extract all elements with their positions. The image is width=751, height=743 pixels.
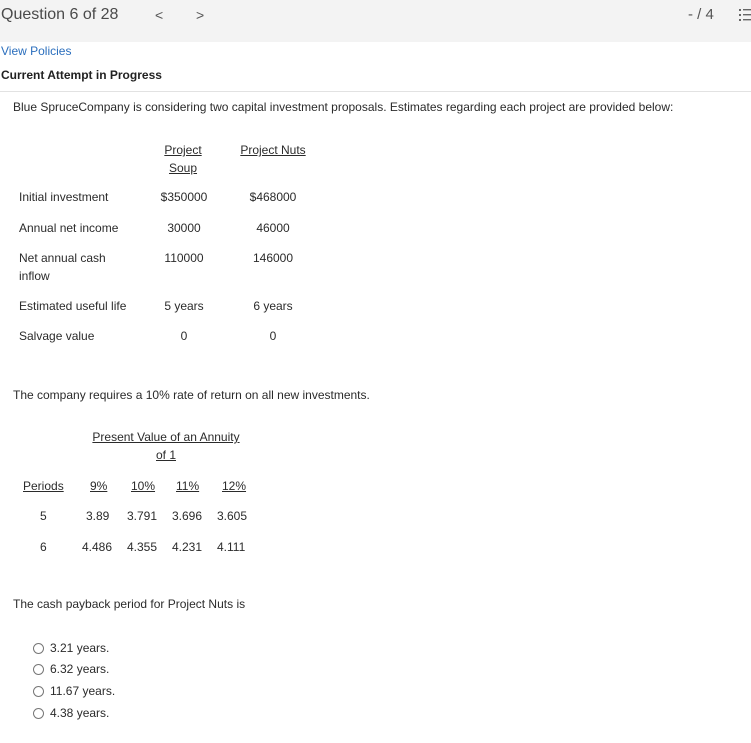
option-label: 6.32 years. bbox=[50, 662, 110, 676]
cell-soup: 30000 bbox=[167, 221, 201, 235]
header-project-soup bbox=[158, 141, 208, 177]
pv-table-title bbox=[86, 428, 246, 464]
row-label: Net annual cash inflow bbox=[19, 251, 106, 283]
answer-option[interactable] bbox=[33, 641, 109, 655]
radio-button[interactable] bbox=[33, 686, 44, 697]
row-label: Annual net income bbox=[19, 221, 119, 235]
cell-nuts: 46000 bbox=[256, 221, 290, 235]
score-display: - / 4 bbox=[688, 6, 714, 23]
cell-nuts: 146000 bbox=[252, 251, 294, 265]
question-counter: Question 6 of 28 bbox=[1, 6, 119, 23]
answer-option[interactable] bbox=[33, 684, 115, 698]
pv-cell: 4.355 bbox=[127, 540, 158, 554]
row-label: Salvage value bbox=[19, 329, 95, 343]
radio-button[interactable] bbox=[33, 708, 44, 719]
pv-cell: 3.89 bbox=[86, 509, 110, 523]
question-list-icon[interactable] bbox=[739, 8, 751, 22]
option-label: 11.67 years. bbox=[50, 684, 116, 698]
problem-intro: Blue SpruceCompany is considering two capital investment proposals. Estimates regarding each project are provided below: bbox=[13, 100, 674, 114]
pv-title-line2: of 1 bbox=[155, 448, 176, 462]
radio-button[interactable] bbox=[33, 643, 44, 654]
pv-cell: 4.111 bbox=[217, 540, 246, 554]
pv-cell-period: 6 bbox=[40, 540, 47, 554]
next-question-button[interactable]: > bbox=[196, 7, 205, 23]
cell-soup: 110000 bbox=[164, 251, 204, 265]
cell-soup: 0 bbox=[180, 329, 188, 343]
pv-cell: 4.486 bbox=[82, 540, 113, 554]
divider bbox=[0, 91, 751, 92]
radio-button[interactable] bbox=[33, 664, 44, 675]
cell-soup: $350000 bbox=[160, 190, 208, 204]
attempt-status: Current Attempt in Progress bbox=[1, 68, 162, 82]
pv-cell: 3.791 bbox=[127, 509, 158, 523]
previous-question-button[interactable]: < bbox=[155, 7, 164, 23]
pv-header-12: 12% bbox=[222, 479, 247, 493]
view-policies-link[interactable]: View Policies bbox=[1, 44, 72, 58]
required-return-text: The company requires a 10% rate of return on all new investments. bbox=[13, 388, 370, 402]
pv-title-line1: Present Value of an Annuity bbox=[92, 430, 240, 444]
pv-header-11: 11% bbox=[176, 479, 200, 493]
top-bar bbox=[0, 0, 751, 42]
pv-cell-period: 5 bbox=[40, 509, 47, 523]
answer-option[interactable] bbox=[33, 706, 109, 720]
answer-option[interactable] bbox=[33, 662, 109, 676]
cell-nuts: 6 years bbox=[253, 299, 293, 313]
cell-nuts: $468000 bbox=[249, 190, 297, 204]
pv-header-periods: Periods bbox=[23, 479, 64, 493]
pv-header-10: 10% bbox=[131, 479, 156, 493]
cell-soup: 5 years bbox=[164, 299, 204, 313]
header-project-nuts: Project Nuts bbox=[240, 143, 306, 157]
header-soup-line1: Project bbox=[164, 143, 202, 157]
option-label: 4.38 years. bbox=[50, 706, 110, 720]
question-text: The cash payback period for Project Nuts is bbox=[13, 597, 246, 611]
option-label: 3.21 years. bbox=[50, 641, 110, 655]
pv-cell: 4.231 bbox=[172, 540, 203, 554]
pv-header-9: 9% bbox=[90, 479, 108, 493]
row-label: Estimated useful life bbox=[19, 299, 127, 313]
header-soup-line2: Soup bbox=[168, 161, 198, 175]
cell-nuts: 0 bbox=[269, 329, 277, 343]
pv-cell: 3.696 bbox=[172, 509, 203, 523]
row-label: Initial investment bbox=[19, 190, 109, 204]
pv-cell: 3.605 bbox=[217, 509, 248, 523]
